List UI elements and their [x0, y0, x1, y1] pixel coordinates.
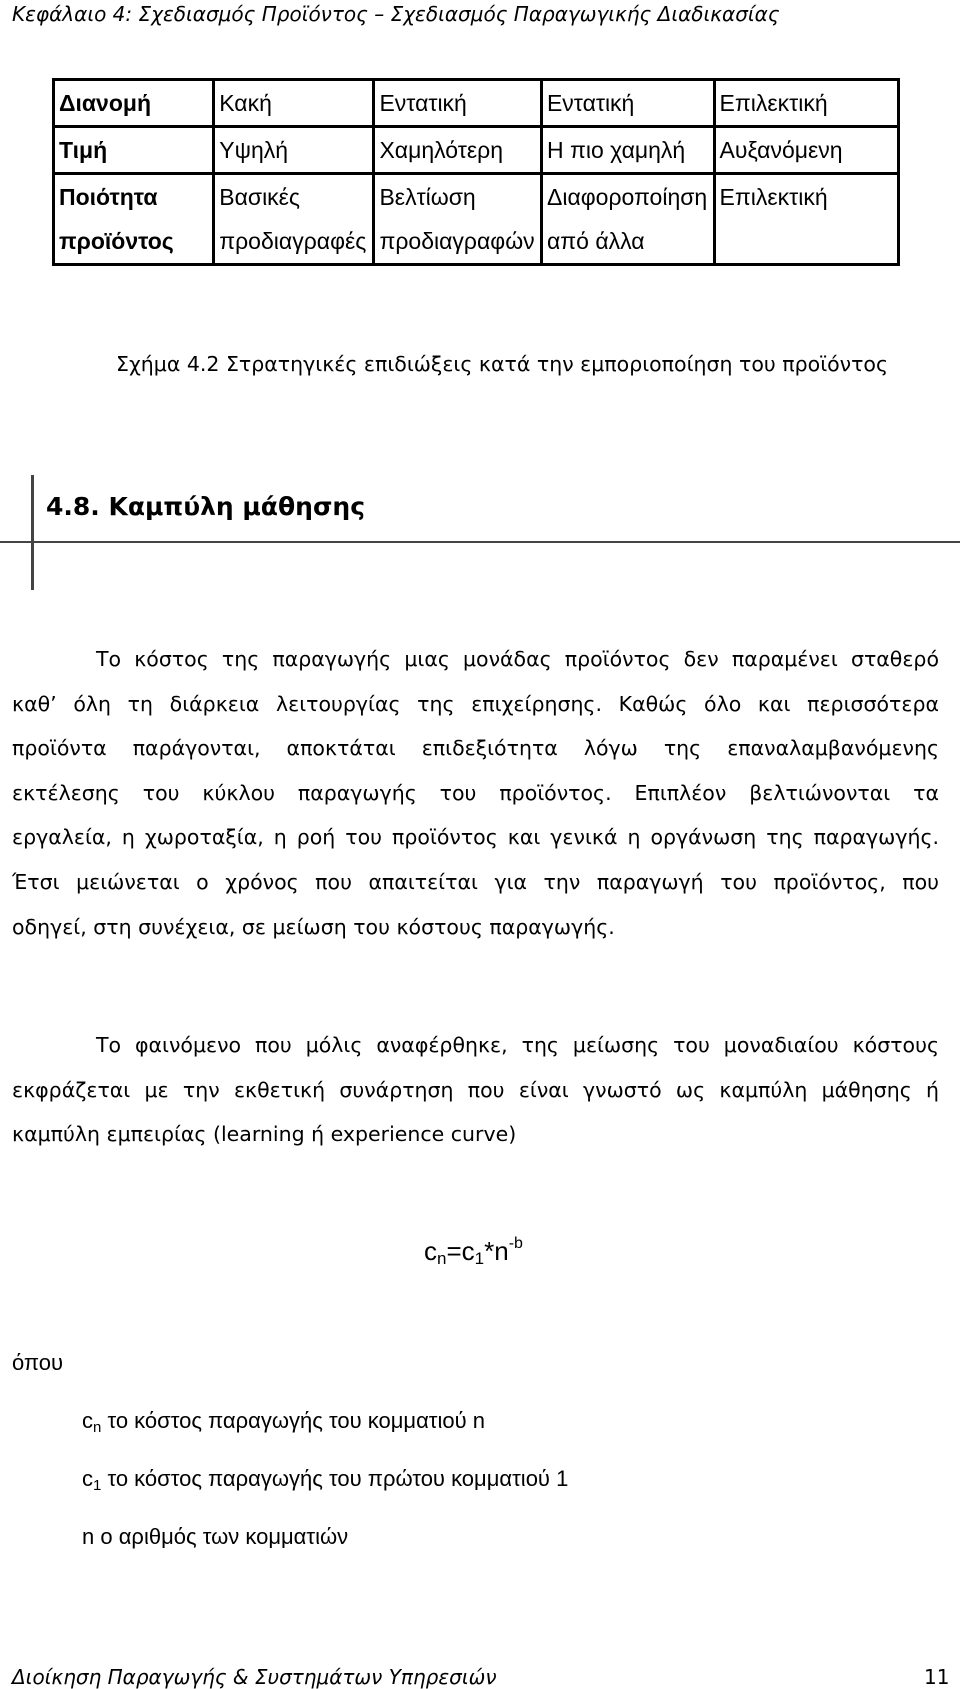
cell-text: Εντατική	[379, 90, 467, 116]
paragraph-line: εκφράζεται με την εκθετική συνάρτηση που είναι γνωστό ως καμπύλη μάθησης ή	[12, 1077, 939, 1102]
definition-item	[82, 1408, 485, 1436]
definition-item	[82, 1466, 568, 1494]
cell-text: Βελτίωση	[379, 184, 476, 210]
table-row	[54, 80, 899, 127]
cell-text: Αυξανόμενη	[719, 137, 843, 163]
paragraph-line: προϊόντα παράγονται, αποκτάται επιδεξιότητα λόγω της επαναλαμβανόμενης	[12, 736, 939, 761]
cell-text: Χαμηλότερη	[379, 137, 503, 163]
table-cell	[214, 174, 374, 265]
definition-text: το κόστος παραγωγής του πρώτου κομματιού 1	[101, 1466, 569, 1491]
paragraph-line: καθ’ όλη τη διάρκεια λειτουργίας της επιχείρησης. Καθώς όλο και περισσότερα	[12, 691, 939, 716]
cell-text: Κακή	[219, 90, 272, 116]
paragraph-line: Το κόστος της παραγωγής μιας μονάδας προϊόντος δεν παραμένει σταθερό	[96, 647, 939, 671]
formula-mult: *n	[484, 1236, 509, 1266]
cell-text: από άλλα	[546, 228, 645, 254]
paragraph-line: εργαλεία, η χωροταξία, η ροή του προϊόντος και γενικά η οργάνωση της παραγωγής.	[12, 825, 939, 850]
row-label-text: Διανομή	[59, 90, 152, 116]
paragraph-line: οδηγεί, στη συνέχεια, σε μείωση του κόστους παραγωγής.	[12, 914, 615, 939]
definition-text: ο αριθμός των κομματιών	[94, 1524, 349, 1549]
row-label-text: Τιμή	[59, 137, 108, 163]
section-heading: 4.8. Καμπύλη μάθησης	[46, 492, 366, 521]
strategy-table	[52, 78, 900, 266]
table-cell	[214, 127, 374, 174]
formula-exponent: -b	[508, 1235, 523, 1252]
paragraph-line: καμπύλη εμπειρίας (learning ή experience curve)	[12, 1122, 517, 1146]
cell-text: Η πιο χαμηλή	[546, 137, 686, 163]
cell-text: Βασικές	[219, 184, 301, 210]
figure-caption: Σχήμα 4.2 Στρατηγικές επιδιώξεις κατά την εμποριοποίηση του προϊόντος	[116, 352, 889, 376]
table-cell	[374, 174, 542, 265]
paragraph-line: Το φαινόμενο που μόλις αναφέρθηκε, της μείωσης του μοναδιαίου κόστους	[96, 1033, 939, 1057]
page-number: 11	[924, 1665, 950, 1689]
definition-text: το κόστος παραγωγής του κομματιού n	[101, 1408, 485, 1433]
row-label	[54, 174, 214, 265]
cell-text: Εντατική	[546, 90, 635, 116]
learning-curve-formula	[424, 1235, 523, 1269]
definition-symbol: n	[82, 1524, 95, 1549]
table-cell	[714, 127, 898, 174]
definition-item	[82, 1524, 348, 1552]
cell-blank	[720, 219, 893, 263]
cell-text: Υψηλή	[219, 137, 289, 163]
table-row	[54, 174, 899, 265]
table-cell	[714, 174, 898, 265]
definition-subscript: n	[93, 1419, 102, 1436]
row-label	[54, 127, 214, 174]
cell-text: Διαφοροποίηση	[546, 184, 708, 210]
table-cell	[374, 80, 542, 127]
definition-subscript: 1	[93, 1477, 102, 1494]
cell-text: προδιαγραφές	[219, 228, 367, 254]
formula-rhs-sub: 1	[474, 1249, 485, 1268]
table-cell	[374, 127, 542, 174]
table-cell	[541, 80, 714, 127]
page-header: Κεφάλαιο 4: Σχεδιασμός Προϊόντος – Σχεδιασμός Παραγωγικής Διαδικασίας	[12, 2, 780, 26]
formula-lhs-sub: n	[437, 1249, 447, 1268]
page-footer: Διοίκηση Παραγωγής & Συστημάτων Υπηρεσιών	[12, 1665, 497, 1689]
definition-symbol: c	[82, 1466, 93, 1491]
row-label	[54, 80, 214, 127]
table-cell	[214, 80, 374, 127]
formula-lhs: c	[424, 1236, 437, 1266]
table-cell	[541, 127, 714, 174]
paragraph-line: εκτέλεσης του κύκλου παραγωγής του προϊόντος. Επιπλέον βελτιώνονται τα	[12, 780, 939, 805]
cell-text: Επιλεκτική	[719, 90, 828, 116]
formula-eq: =c	[446, 1236, 475, 1266]
heading-horizontal-rule	[0, 541, 960, 543]
cell-text: προδιαγραφών	[379, 228, 535, 254]
definition-symbol: c	[82, 1408, 93, 1433]
table-cell	[541, 174, 714, 265]
where-label: όπου	[12, 1350, 64, 1375]
table-cell	[714, 80, 898, 127]
paragraph-line: Έτσι μειώνεται ο χρόνος που απαιτείται για την παραγωγή του προϊόντος, που	[12, 870, 939, 894]
row-label-text: προϊόντος	[59, 228, 174, 254]
cell-text: Επιλεκτική	[719, 184, 828, 210]
heading-vertical-rule	[31, 475, 34, 590]
row-label-text: Ποιότητα	[59, 184, 158, 210]
table-row	[54, 127, 899, 174]
